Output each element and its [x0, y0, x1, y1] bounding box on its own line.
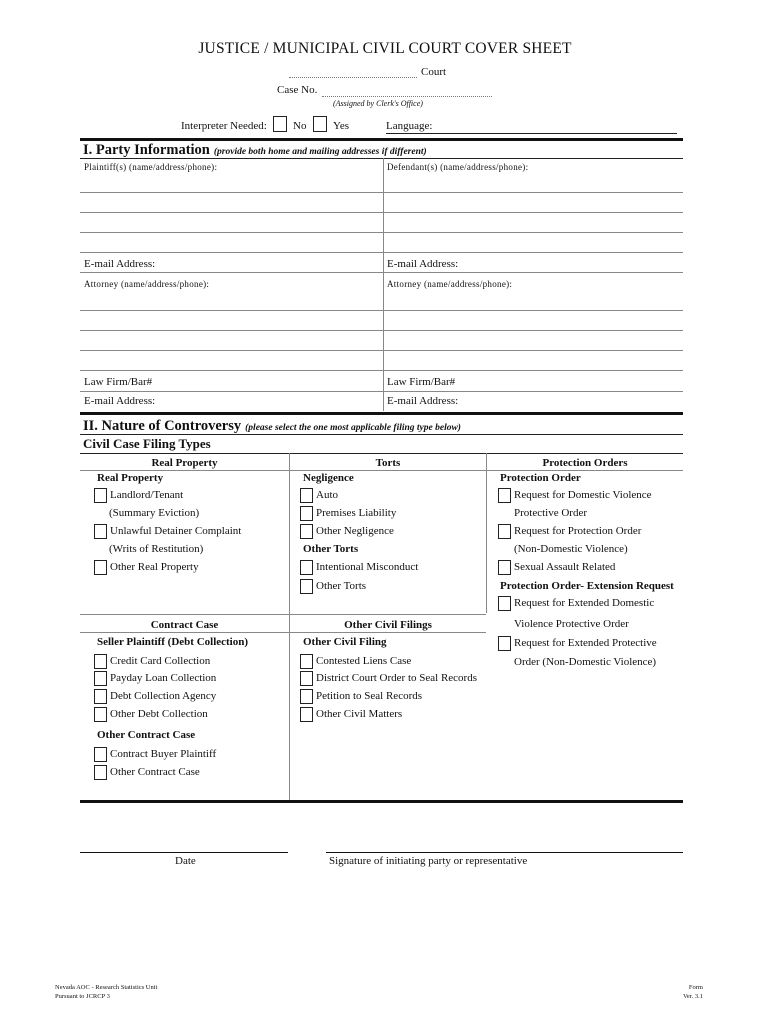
contract-buyer-label: Contract Buyer Plaintiff — [110, 748, 217, 760]
domestic-violence-checkbox[interactable] — [498, 488, 511, 503]
case-no-label: Case No. — [277, 84, 318, 96]
protective-order-label: Protective Order — [514, 507, 587, 519]
sexual-assault-checkbox[interactable] — [498, 560, 511, 575]
negligence-subhead: Negligence — [303, 472, 354, 484]
col-head-rule — [80, 470, 683, 471]
payday-loan-checkbox[interactable] — [94, 671, 107, 686]
section1-divider — [383, 158, 384, 411]
intentional-misconduct-checkbox[interactable] — [300, 560, 313, 575]
plaintiff-line-3[interactable] — [80, 232, 683, 233]
lower-head-rule — [80, 632, 486, 633]
attorney-right-label: Attorney (name/address/phone): — [387, 279, 513, 289]
filing-types-label: Civil Case Filing Types — [83, 436, 211, 451]
footer-right-line1: Form — [688, 984, 703, 991]
other-contract-checkbox[interactable] — [94, 765, 107, 780]
interpreter-yes-label: Yes — [333, 120, 350, 132]
interpreter-label: Interpreter Needed: — [181, 120, 267, 132]
email2-right-label: E-mail Address: — [387, 395, 459, 407]
lawfirm-line[interactable] — [80, 391, 683, 392]
plaintiff-line-1[interactable] — [80, 192, 683, 193]
credit-card-label: Credit Card Collection — [110, 655, 211, 667]
extension-subhead: Protection Order- Extension Request — [500, 580, 674, 592]
other-negligence-label: Other Negligence — [316, 525, 394, 537]
writs-restitution-label: (Writs of Restitution) — [109, 543, 204, 555]
order-non-domestic-label: Order (Non-Domestic Violence) — [514, 656, 657, 668]
extended-protective-label: Request for Extended Protective — [514, 637, 657, 649]
col-protection-head: Protection Orders — [542, 457, 628, 469]
footer-right-line2: Ver. 3.1 — [682, 993, 703, 1000]
interpreter-no-label: No — [293, 120, 307, 132]
credit-card-checkbox[interactable] — [94, 654, 107, 669]
attorney-left-label: Attorney (name/address/phone): — [84, 279, 210, 289]
assigned-note: (Assigned by Clerk's Office) — [333, 99, 423, 108]
seller-plaintiff-subhead: Seller Plaintiff (Debt Collection) — [97, 636, 249, 648]
contract-case-head: Contract Case — [150, 619, 219, 631]
interpreter-yes-checkbox[interactable] — [313, 116, 327, 132]
seal-records-order-label: District Court Order to Seal Records — [316, 672, 477, 684]
other-real-property-label: Other Real Property — [110, 561, 199, 573]
landlord-tenant-checkbox[interactable] — [94, 488, 107, 503]
seal-records-order-checkbox[interactable] — [300, 671, 313, 686]
other-civil-subhead: Other Civil Filing — [303, 636, 387, 648]
email-left-label: E-mail Address: — [84, 258, 156, 270]
debt-agency-label: Debt Collection Agency — [110, 690, 217, 702]
summary-eviction-label: (Summary Eviction) — [109, 507, 200, 519]
interpreter-no-checkbox[interactable] — [273, 116, 287, 132]
col-torts-head: Torts — [375, 457, 401, 469]
contested-liens-checkbox[interactable] — [300, 654, 313, 669]
extended-domestic-checkbox[interactable] — [498, 596, 511, 611]
section1-header-rule — [80, 158, 683, 159]
intentional-misconduct-label: Intentional Misconduct — [316, 561, 419, 573]
plaintiff-line-2[interactable] — [80, 212, 683, 213]
plaintiff-label: Plaintiff(s) (name/address/phone): — [84, 162, 218, 172]
section2-top-rule — [80, 412, 683, 415]
filing-types-rule — [80, 453, 683, 454]
other-debt-checkbox[interactable] — [94, 707, 107, 722]
other-negligence-checkbox[interactable] — [300, 524, 313, 539]
date-label: Date — [175, 855, 196, 867]
contract-buyer-checkbox[interactable] — [94, 747, 107, 762]
other-contract-subhead: Other Contract Case — [97, 729, 196, 741]
other-real-property-checkbox[interactable] — [94, 560, 107, 575]
email-line[interactable] — [80, 272, 683, 273]
section2-header — [83, 417, 461, 435]
section2-bottom-rule — [80, 800, 683, 803]
footer-left-line2: Pursuant to JCRCP 3 — [55, 993, 110, 1000]
debt-agency-checkbox[interactable] — [94, 689, 107, 704]
other-contract-label: Other Contract Case — [110, 766, 200, 778]
unlawful-detainer-label: Unlawful Detainer Complaint — [110, 525, 242, 537]
violence-protective-label: Violence Protective Order — [514, 618, 629, 630]
column-divider-2 — [486, 453, 487, 613]
petition-seal-checkbox[interactable] — [300, 689, 313, 704]
unlawful-detainer-checkbox[interactable] — [94, 524, 107, 539]
auto-checkbox[interactable] — [300, 488, 313, 503]
footer-right — [660, 983, 703, 1001]
email2-left-label: E-mail Address: — [84, 395, 156, 407]
other-torts-subhead: Other Torts — [303, 543, 359, 555]
protection-order-label: Request for Protection Order — [514, 525, 642, 537]
attorney-line-1[interactable] — [80, 310, 683, 311]
auto-label: Auto — [316, 489, 338, 501]
lawfirm-right-label: Law Firm/Bar# — [387, 376, 456, 388]
attorney-line-4[interactable] — [80, 370, 683, 371]
other-civil-head: Other Civil Filings — [344, 619, 432, 631]
other-torts-label: Other Torts — [316, 580, 367, 592]
real-property-subhead: Real Property — [97, 472, 164, 484]
defendant-label: Defendant(s) (name/address/phone): — [387, 162, 529, 172]
attorney-line-2[interactable] — [80, 330, 683, 331]
sexual-assault-label: Sexual Assault Related — [514, 561, 616, 573]
court-label: Court — [421, 66, 447, 78]
court-name-line[interactable] — [289, 77, 417, 78]
date-line[interactable] — [80, 852, 288, 853]
protection-order-checkbox[interactable] — [498, 524, 511, 539]
other-civil-matters-label: Other Civil Matters — [316, 708, 403, 720]
lower-top-rule — [80, 614, 486, 615]
plaintiff-line-4[interactable] — [80, 252, 683, 253]
signature-line[interactable] — [326, 852, 683, 853]
footer-left-line1: Nevada AOC - Research Statistics Unit — [55, 984, 158, 991]
email-right-label: E-mail Address: — [387, 258, 459, 270]
premises-liability-checkbox[interactable] — [300, 506, 313, 521]
extended-protective-checkbox[interactable] — [498, 636, 511, 651]
lawfirm-left-label: Law Firm/Bar# — [84, 376, 153, 388]
language-line[interactable] — [386, 133, 677, 134]
section2-subheading: (please select the one most applicable filing type below) — [245, 423, 461, 433]
section2-header-rule — [80, 434, 683, 435]
section1-subheading: (provide both home and mailing addresses if different) — [213, 147, 427, 157]
signature-label: Signature of initiating party or representative — [329, 855, 528, 867]
payday-loan-label: Payday Loan Collection — [110, 672, 217, 684]
case-no-line[interactable] — [322, 96, 492, 97]
form-title: JUSTICE / MUNICIPAL CIVIL COURT COVER SHEET — [198, 40, 572, 57]
protection-order-subhead: Protection Order — [500, 472, 581, 484]
petition-seal-label: Petition to Seal Records — [316, 690, 423, 702]
other-civil-matters-checkbox[interactable] — [300, 707, 313, 722]
section2-heading: II. Nature of Controversy — [83, 418, 242, 434]
footer-left — [55, 983, 157, 1001]
contested-liens-label: Contested Liens Case — [316, 655, 412, 667]
other-debt-label: Other Debt Collection — [110, 708, 208, 720]
section1-header — [83, 141, 427, 159]
attorney-line-3[interactable] — [80, 350, 683, 351]
domestic-violence-label: Request for Domestic Violence — [514, 489, 652, 501]
premises-liability-label: Premises Liability — [316, 507, 397, 519]
col-real-property-head: Real Property — [151, 457, 218, 469]
other-torts-checkbox[interactable] — [300, 579, 313, 594]
language-label: Language: — [386, 120, 433, 132]
non-domestic-label: (Non-Domestic Violence) — [514, 543, 628, 555]
extended-domestic-label: Request for Extended Domestic — [514, 597, 655, 609]
landlord-tenant-label: Landlord/Tenant — [110, 489, 184, 501]
section1-heading: I. Party Information — [83, 142, 210, 158]
